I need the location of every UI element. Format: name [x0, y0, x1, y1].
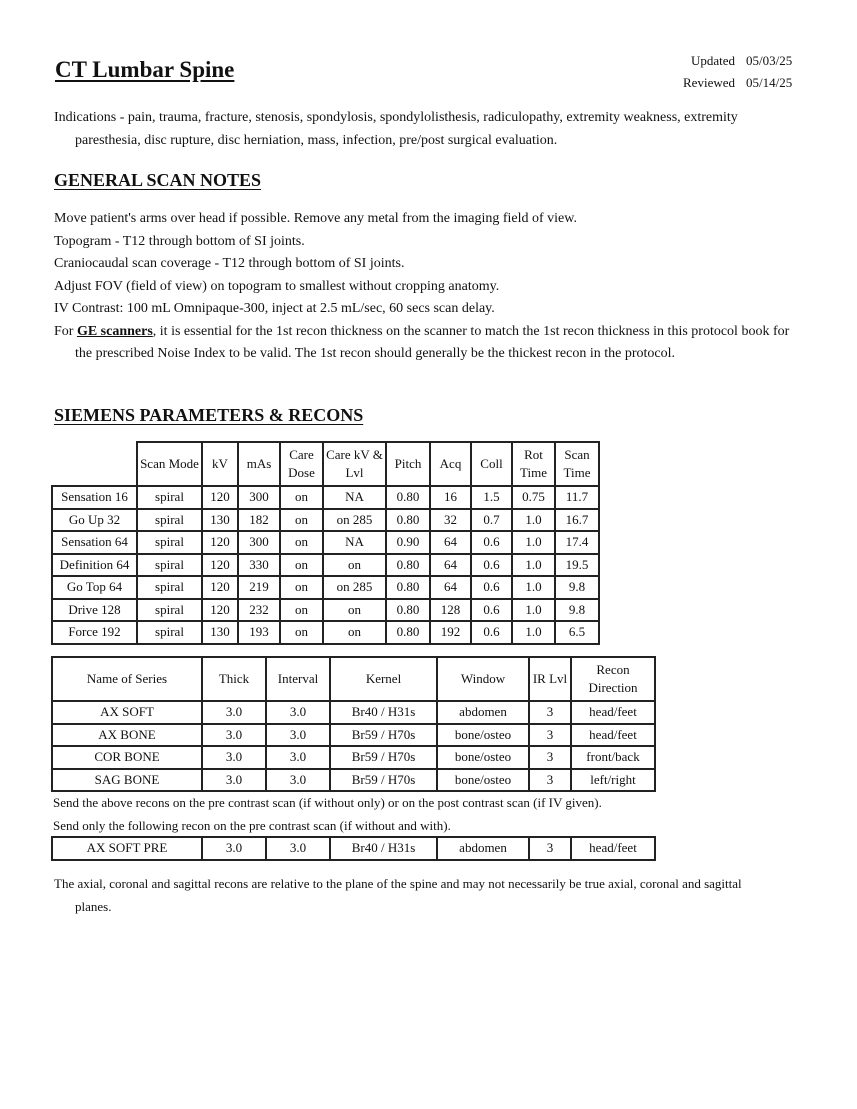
- column-header: Kernel: [330, 657, 437, 701]
- table-cell: 219: [238, 576, 280, 599]
- column-header: Scan Mode: [137, 442, 202, 486]
- table-cell: 64: [430, 554, 471, 577]
- table-cell: 1.0: [512, 599, 555, 622]
- column-header: kV: [202, 442, 238, 486]
- table-cell: on: [323, 554, 386, 577]
- recon-note-2: Send only the following recon on the pre contrast scan (if without and with).: [53, 818, 451, 833]
- table-cell: 120: [202, 576, 238, 599]
- table-cell: 1.0: [512, 621, 555, 644]
- table-row: [52, 769, 655, 792]
- table-cell: NA: [323, 531, 386, 554]
- table-cell: 3.0: [266, 701, 330, 724]
- table-cell: Br59 / H70s: [330, 769, 437, 792]
- recons-table: [51, 656, 656, 792]
- table-cell: Br59 / H70s: [330, 724, 437, 747]
- row-label-cell: AX SOFT: [52, 701, 202, 724]
- table-cell: bone/osteo: [437, 746, 529, 769]
- table-row: [52, 486, 599, 509]
- general-note-line: Adjust FOV (field of view) on topogram to smallest without cropping anatomy.: [54, 278, 500, 294]
- table-cell: 11.7: [555, 486, 599, 509]
- table-row: [52, 599, 599, 622]
- table-cell: spiral: [137, 599, 202, 622]
- ge-scanners-link[interactable]: GE scanners: [76, 323, 153, 339]
- table-cell: 1.0: [512, 531, 555, 554]
- table-cell: 0.80: [386, 576, 430, 599]
- scan-header-row: [52, 442, 599, 486]
- table-cell: 3: [529, 724, 571, 747]
- table-cell: 120: [202, 486, 238, 509]
- table-cell: on: [280, 554, 323, 577]
- table-cell: 3.0: [266, 837, 330, 860]
- table-cell: 3.0: [202, 724, 266, 747]
- table-cell: 0.90: [386, 531, 430, 554]
- table-cell: 0.6: [471, 599, 512, 622]
- column-header: Care kV & Lvl: [323, 442, 386, 486]
- siemens-heading: SIEMENS PARAMETERS & RECONS: [54, 405, 364, 425]
- table-cell: bone/osteo: [437, 724, 529, 747]
- row-label-cell: AX BONE: [52, 724, 202, 747]
- table-cell: 3.0: [202, 769, 266, 792]
- table-cell: 3.0: [266, 769, 330, 792]
- row-label-cell: AX SOFT PRE: [52, 837, 202, 860]
- row-label-cell: Drive 128: [52, 599, 137, 622]
- pre-contrast-table: [51, 836, 656, 861]
- table-cell: 0.80: [386, 486, 430, 509]
- table-cell: on: [280, 531, 323, 554]
- table-row: [52, 837, 655, 860]
- table-cell: abdomen: [437, 837, 529, 860]
- table-cell: spiral: [137, 554, 202, 577]
- table-cell: 32: [430, 509, 471, 532]
- row-label-cell: Definition 64: [52, 554, 137, 577]
- table-cell: 64: [430, 576, 471, 599]
- column-header: Name of Series: [52, 657, 202, 701]
- table-cell: head/feet: [571, 837, 655, 860]
- table-row: [52, 746, 655, 769]
- table-cell: 232: [238, 599, 280, 622]
- table-cell: 1.0: [512, 554, 555, 577]
- table-cell: on: [280, 621, 323, 644]
- column-header: Acq: [430, 442, 471, 486]
- reviewed-label: Reviewed: [683, 75, 735, 90]
- table-cell: 3: [529, 837, 571, 860]
- column-header: Interval: [266, 657, 330, 701]
- table-cell: 130: [202, 509, 238, 532]
- table-cell: spiral: [137, 621, 202, 644]
- table-cell: 300: [238, 531, 280, 554]
- table-cell: 3.0: [202, 701, 266, 724]
- table-cell: 16: [430, 486, 471, 509]
- table-row: [52, 509, 599, 532]
- table-cell: 6.5: [555, 621, 599, 644]
- table-cell: on: [280, 486, 323, 509]
- table-cell: 1.5: [471, 486, 512, 509]
- table-cell: 0.7: [471, 509, 512, 532]
- column-header: Scan Time: [555, 442, 599, 486]
- column-header: IR Lvl: [529, 657, 571, 701]
- table-cell: 192: [430, 621, 471, 644]
- row-label-cell: COR BONE: [52, 746, 202, 769]
- table-cell: 130: [202, 621, 238, 644]
- table-cell: 0.6: [471, 576, 512, 599]
- table-cell: 193: [238, 621, 280, 644]
- table-cell: 0.80: [386, 599, 430, 622]
- table-cell: 1.0: [512, 509, 555, 532]
- updated-label: Updated: [690, 53, 735, 68]
- indications-text: Indications - pain, trauma, fracture, stenosis, spondylosis, spondylolisthesis, radiculopathy, extremity weakness, extremity paresthesia, disc rupture, disc herniation, mass, infection, pre/post surgical evaluation.: [54, 110, 738, 148]
- general-note-line: IV Contrast: 100 mL Omnipaque-300, inject at 2.5 mL/sec, 60 secs scan delay.: [54, 301, 495, 316]
- row-label-cell: Sensation 64: [52, 531, 137, 554]
- table-cell: 9.8: [555, 576, 599, 599]
- row-label-cell: Sensation 16: [52, 486, 137, 509]
- ge-prefix: For: [54, 323, 77, 339]
- column-header: Thick: [202, 657, 266, 701]
- column-header: Recon Direction: [571, 657, 655, 701]
- blank-header-cell: [52, 442, 137, 486]
- table-row: [52, 701, 655, 724]
- table-row: [52, 554, 599, 577]
- column-header: Coll: [471, 442, 512, 486]
- column-header: Rot Time: [512, 442, 555, 486]
- table-cell: 3: [529, 746, 571, 769]
- page-title: CT Lumbar Spine: [55, 57, 235, 82]
- row-label-cell: Go Top 64: [52, 576, 137, 599]
- row-label-cell: Force 192: [52, 621, 137, 644]
- table-cell: NA: [323, 486, 386, 509]
- table-cell: 120: [202, 531, 238, 554]
- table-row: [52, 576, 599, 599]
- table-cell: on: [280, 599, 323, 622]
- table-cell: on: [280, 576, 323, 599]
- recon-note-1: Send the above recons on the pre contrast scan (if without only) or on the post contrast scan (if IV given).: [53, 795, 602, 810]
- table-cell: on: [323, 599, 386, 622]
- table-cell: spiral: [137, 509, 202, 532]
- table-cell: 0.80: [386, 509, 430, 532]
- ge-scanner-note: [54, 321, 795, 366]
- table-cell: 330: [238, 554, 280, 577]
- table-cell: Br40 / H31s: [330, 701, 437, 724]
- column-header: mAs: [238, 442, 280, 486]
- scan-parameters-table: [51, 441, 600, 645]
- general-notes-block: [54, 208, 814, 366]
- table-cell: spiral: [137, 576, 202, 599]
- table-cell: Br40 / H31s: [330, 837, 437, 860]
- table-cell: 3.0: [266, 724, 330, 747]
- general-note-line: Craniocaudal scan coverage - T12 through bottom of SI joints.: [54, 256, 405, 271]
- table-cell: on 285: [323, 576, 386, 599]
- table-cell: 3: [529, 769, 571, 792]
- table-cell: 16.7: [555, 509, 599, 532]
- updated-date: 05/03/25: [746, 53, 793, 68]
- table-row: [52, 724, 655, 747]
- table-cell: 128: [430, 599, 471, 622]
- table-cell: 120: [202, 554, 238, 577]
- general-scan-notes-heading: GENERAL SCAN NOTES: [54, 170, 262, 190]
- plane-note: The axial, coronal and sagittal recons are relative to the plane of the spine and may not necessarily be true axial, coronal and sagittal planes.: [54, 876, 742, 914]
- table-cell: 3: [529, 701, 571, 724]
- table-cell: spiral: [137, 531, 202, 554]
- table-cell: 300: [238, 486, 280, 509]
- table-cell: spiral: [137, 486, 202, 509]
- table-cell: 1.0: [512, 576, 555, 599]
- table-cell: 0.6: [471, 554, 512, 577]
- table-row: [52, 531, 599, 554]
- table-cell: 0.75: [512, 486, 555, 509]
- table-cell: 0.6: [471, 531, 512, 554]
- table-cell: 120: [202, 599, 238, 622]
- column-header: Pitch: [386, 442, 430, 486]
- table-row: [52, 621, 599, 644]
- table-cell: 3.0: [202, 837, 266, 860]
- row-label-cell: SAG BONE: [52, 769, 202, 792]
- table-cell: front/back: [571, 746, 655, 769]
- table-cell: 17.4: [555, 531, 599, 554]
- ge-note-text: , it is essential for the 1st recon thickness on the scanner to match the 1st recon thickness in this protocol book for the prescribed Noise Index to be valid. The 1st recon should generally be the thickest recon in the protocol.: [75, 323, 790, 361]
- table-cell: abdomen: [437, 701, 529, 724]
- table-cell: 0.80: [386, 554, 430, 577]
- recon-header-row: [52, 657, 655, 701]
- general-note-line: Topogram - T12 through bottom of SI joints.: [54, 233, 305, 249]
- table-cell: 64: [430, 531, 471, 554]
- table-cell: Br59 / H70s: [330, 746, 437, 769]
- table-cell: 9.8: [555, 599, 599, 622]
- table-cell: 0.80: [386, 621, 430, 644]
- column-header: Window: [437, 657, 529, 701]
- reviewed-date: 05/14/25: [746, 75, 793, 90]
- table-cell: 0.6: [471, 621, 512, 644]
- table-cell: 19.5: [555, 554, 599, 577]
- table-cell: on: [323, 621, 386, 644]
- table-cell: 3.0: [202, 746, 266, 769]
- table-cell: 182: [238, 509, 280, 532]
- general-note-line: Move patient's arms over head if possible. Remove any metal from the imaging field of view.: [54, 211, 577, 226]
- table-cell: 3.0: [266, 746, 330, 769]
- column-header: Care Dose: [280, 442, 323, 486]
- table-cell: head/feet: [571, 701, 655, 724]
- table-cell: on 285: [323, 509, 386, 532]
- table-cell: head/feet: [571, 724, 655, 747]
- table-cell: on: [280, 509, 323, 532]
- table-cell: bone/osteo: [437, 769, 529, 792]
- row-label-cell: Go Up 32: [52, 509, 137, 532]
- table-cell: left/right: [571, 769, 655, 792]
